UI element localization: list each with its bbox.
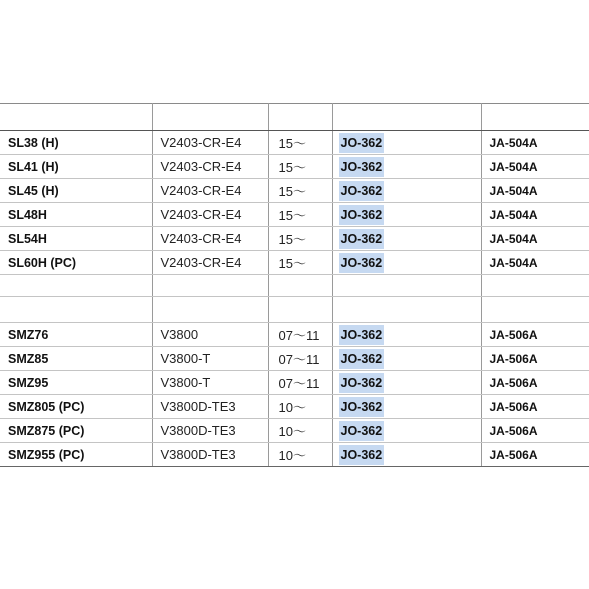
- jo-part-number: JO-362: [339, 253, 385, 273]
- empty-cell: [481, 297, 589, 323]
- table-row: [0, 131, 589, 155]
- table-row: [0, 443, 589, 467]
- jo-part-number: JO-362: [339, 373, 385, 393]
- ja-part-cell: JA-506A: [481, 371, 589, 395]
- year-range-cell: 07～11: [268, 323, 332, 347]
- table-row: [0, 347, 589, 371]
- engine-code-cell: V3800-T: [152, 347, 268, 371]
- jo-part-number: JO-362: [339, 421, 385, 441]
- jo-part-number: JO-362: [339, 325, 385, 345]
- table-row: [0, 179, 589, 203]
- jo-part-cell: [332, 419, 481, 443]
- table-row: [0, 395, 589, 419]
- ja-part-cell: JA-504A: [481, 227, 589, 251]
- engine-code-cell: V3800: [152, 323, 268, 347]
- ja-part-cell: JA-506A: [481, 419, 589, 443]
- model-cell: SMZ85: [0, 347, 152, 371]
- header-cell: [481, 104, 589, 131]
- empty-cell: [0, 297, 152, 323]
- engine-code-cell: V2403-CR-E4: [152, 227, 268, 251]
- table-row: [0, 155, 589, 179]
- empty-cell: [332, 275, 481, 297]
- year-range-cell: 15～: [268, 251, 332, 275]
- jo-part-cell: [332, 155, 481, 179]
- ja-part-cell: JA-506A: [481, 347, 589, 371]
- jo-part-cell: [332, 371, 481, 395]
- table-row: [0, 323, 589, 347]
- jo-part-cell: [332, 443, 481, 467]
- parts-table: [0, 103, 589, 467]
- year-range-cell: 07～11: [268, 347, 332, 371]
- ja-part-cell: JA-504A: [481, 203, 589, 227]
- header-cell: [332, 104, 481, 131]
- ja-part-cell: JA-504A: [481, 155, 589, 179]
- ja-part-cell: JA-506A: [481, 443, 589, 467]
- header-cell: [268, 104, 332, 131]
- engine-code-cell: V2403-CR-E4: [152, 131, 268, 155]
- empty-cell: [481, 275, 589, 297]
- year-range-cell: 07～11: [268, 371, 332, 395]
- header-cell: [0, 104, 152, 131]
- table-row: [0, 251, 589, 275]
- model-cell: SMZ95: [0, 371, 152, 395]
- empty-cell: [332, 297, 481, 323]
- empty-row: [0, 275, 589, 297]
- parts-table-sheet: [0, 103, 589, 489]
- empty-cell: [152, 275, 268, 297]
- engine-code-cell: V2403-CR-E4: [152, 251, 268, 275]
- engine-code-cell: V2403-CR-E4: [152, 203, 268, 227]
- table-row: [0, 203, 589, 227]
- empty-cell: [268, 275, 332, 297]
- year-range-cell: 15～: [268, 155, 332, 179]
- jo-part-cell: [332, 227, 481, 251]
- model-cell: SMZ955 (PC): [0, 443, 152, 467]
- engine-code-cell: V3800D-TE3: [152, 443, 268, 467]
- engine-code-cell: V2403-CR-E4: [152, 155, 268, 179]
- empty-cell: [152, 297, 268, 323]
- ja-part-cell: JA-504A: [481, 251, 589, 275]
- model-cell: SL41 (H): [0, 155, 152, 179]
- jo-part-cell: [332, 323, 481, 347]
- engine-code-cell: V2403-CR-E4: [152, 179, 268, 203]
- engine-code-cell: V3800-T: [152, 371, 268, 395]
- jo-part-number: JO-362: [339, 133, 385, 153]
- table-row: [0, 419, 589, 443]
- table-row: [0, 371, 589, 395]
- empty-cell: [0, 275, 152, 297]
- year-range-cell: 10～: [268, 395, 332, 419]
- model-cell: SL45 (H): [0, 179, 152, 203]
- jo-part-cell: [332, 203, 481, 227]
- year-range-cell: 10～: [268, 443, 332, 467]
- jo-part-number: JO-362: [339, 205, 385, 225]
- empty-cell: [268, 297, 332, 323]
- jo-part-number: JO-362: [339, 229, 385, 249]
- ja-part-cell: JA-506A: [481, 395, 589, 419]
- table-header-row: [0, 104, 589, 131]
- jo-part-number: JO-362: [339, 157, 385, 177]
- model-cell: SMZ805 (PC): [0, 395, 152, 419]
- year-range-cell: 10～: [268, 419, 332, 443]
- engine-code-cell: V3800D-TE3: [152, 419, 268, 443]
- year-range-cell: 15～: [268, 131, 332, 155]
- year-range-cell: 15～: [268, 179, 332, 203]
- header-cell: [152, 104, 268, 131]
- jo-part-cell: [332, 251, 481, 275]
- ja-part-cell: JA-506A: [481, 323, 589, 347]
- model-cell: SL48H: [0, 203, 152, 227]
- jo-part-cell: [332, 131, 481, 155]
- year-range-cell: 15～: [268, 227, 332, 251]
- table-row: [0, 227, 589, 251]
- engine-code-cell: V3800D-TE3: [152, 395, 268, 419]
- jo-part-number: JO-362: [339, 397, 385, 417]
- jo-part-cell: [332, 347, 481, 371]
- model-cell: SMZ76: [0, 323, 152, 347]
- model-cell: SL54H: [0, 227, 152, 251]
- jo-part-number: JO-362: [339, 445, 385, 465]
- model-cell: SL38 (H): [0, 131, 152, 155]
- year-range-cell: 15～: [268, 203, 332, 227]
- model-cell: SMZ875 (PC): [0, 419, 152, 443]
- jo-part-number: JO-362: [339, 349, 385, 369]
- model-cell: SL60H (PC): [0, 251, 152, 275]
- ja-part-cell: JA-504A: [481, 131, 589, 155]
- empty-row: [0, 297, 589, 323]
- jo-part-cell: [332, 179, 481, 203]
- jo-part-number: JO-362: [339, 181, 385, 201]
- ja-part-cell: JA-504A: [481, 179, 589, 203]
- jo-part-cell: [332, 395, 481, 419]
